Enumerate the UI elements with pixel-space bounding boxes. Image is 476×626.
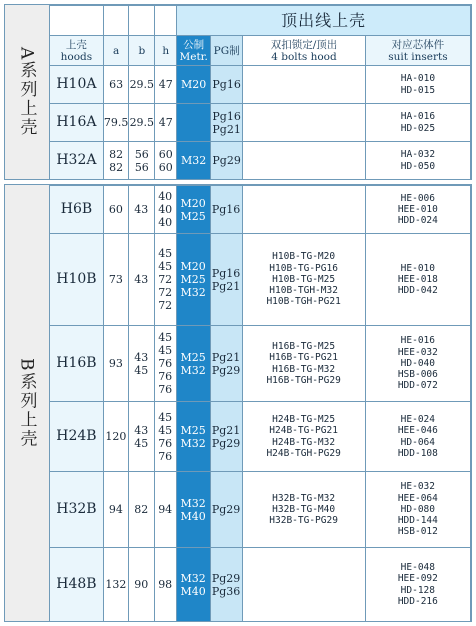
inserts-cell-line: HDD-024 (397, 215, 438, 227)
header-b: b (129, 36, 155, 66)
pg-cell-line: Pg16 (212, 78, 241, 91)
pg-cell (210, 402, 242, 472)
metric-cell-line: M32 (181, 154, 207, 167)
pg-cell-line: Pg29 (211, 571, 241, 585)
dim-h-cell-line: 45 (158, 423, 173, 437)
inserts-cell-line: HSB-006 (397, 369, 438, 381)
inserts-cell-line: HEE-064 (397, 492, 438, 504)
inserts-cell-line: HA-010 (400, 73, 436, 85)
inserts-cell-line: HE-024 (400, 414, 435, 426)
header-blank (155, 6, 177, 36)
model-cell: H48B (50, 548, 104, 622)
inserts-cell-line: HE-048 (400, 562, 435, 574)
pg-cell-line: Pg21 (212, 122, 241, 136)
inserts-cell-line: HDD-216 (397, 595, 438, 607)
dim-h-cell-line: 72 (158, 299, 173, 312)
dim-h-cell-line: 47 (158, 78, 173, 91)
dim-h-cell (154, 326, 176, 402)
dim-a-cell-line: 82 (109, 160, 124, 174)
locking-cell (242, 326, 365, 402)
header-blank (50, 6, 104, 36)
dim-b-cell-line: 29.5 (129, 78, 155, 91)
dim-h-cell-line: 94 (158, 503, 173, 516)
inserts-cell-line: HDD-108 (397, 447, 438, 459)
locking-cell (242, 472, 365, 548)
dim-b-cell-line: 45 (134, 436, 149, 450)
header-locking-en: 4 bolts hood (271, 50, 337, 63)
locking-cell (242, 402, 365, 472)
inserts-cell (365, 66, 470, 104)
header-metric-cn: 公制 (183, 38, 205, 51)
dim-b-cell (128, 326, 154, 402)
metric-cell-line: M40 (180, 584, 206, 598)
locking-cell-line: H16B-TGH-PG29 (266, 374, 341, 386)
inserts-cell-line: HE-032 (400, 481, 435, 493)
metric-cell-line: M32 (180, 436, 206, 450)
table-row (50, 234, 471, 326)
header-hoods (50, 36, 104, 66)
dim-a-cell (103, 234, 128, 326)
table-row (50, 326, 471, 402)
dim-h-cell (155, 66, 177, 104)
page-title: 顶出线上壳 (177, 6, 471, 36)
locking-cell-line: H24B-TG-M25 (272, 414, 336, 426)
model-cell: H10B (50, 234, 104, 326)
table-row (50, 472, 471, 548)
locking-cell-line: H10B-TG-M20 (272, 251, 336, 263)
dim-b-cell (128, 472, 154, 548)
metric-cell-line: M20 (180, 260, 206, 273)
dim-b-cell-line: 43 (134, 350, 149, 364)
dim-b-cell (128, 402, 154, 472)
model-cell: H16B (50, 326, 104, 402)
header-inserts-en: suit inserts (388, 50, 448, 63)
table-row (50, 66, 471, 104)
dim-b-cell-line: 43 (134, 423, 149, 437)
dim-h-cell-line: 72 (158, 273, 173, 286)
metric-cell (176, 402, 210, 472)
inserts-cell-line: HD-064 (400, 436, 435, 448)
dim-a-cell (103, 142, 129, 180)
locking-cell-line: H16B-TG-M32 (272, 363, 336, 375)
table-row (50, 402, 471, 472)
locking-cell-line: H10B-TGH-PG21 (266, 296, 341, 308)
model-cell: H32B (50, 472, 104, 548)
inserts-cell (365, 234, 470, 326)
inserts-cell-line: HEE-046 (397, 425, 438, 437)
inserts-cell-line: HEE-018 (397, 273, 438, 285)
dim-h-cell-line: 60 (158, 160, 173, 174)
a-series-panel (4, 4, 472, 180)
dim-h-cell (154, 402, 176, 472)
inserts-cell-line: HEE-092 (397, 573, 438, 585)
b-series-label: B系列上壳 (16, 357, 37, 449)
table-row (50, 186, 471, 234)
header-blank (103, 6, 129, 36)
header-blank (129, 6, 155, 36)
dim-h-cell-line: 40 (158, 203, 173, 216)
dim-b-cell-line: 56 (134, 160, 149, 174)
dim-h-cell (154, 472, 176, 548)
dim-a-cell (103, 104, 129, 142)
dim-a-cell (103, 548, 128, 622)
inserts-cell (365, 472, 470, 548)
metric-cell-line: M32 (180, 363, 206, 377)
pg-cell-line: Pg36 (211, 584, 241, 598)
inserts-cell-line: HDD-042 (397, 285, 438, 297)
dim-b-cell-line: 90 (134, 578, 149, 591)
dim-a-cell (103, 66, 129, 104)
dim-h-cell-line: 76 (158, 436, 173, 450)
inserts-cell-line: HE-010 (400, 262, 435, 274)
pg-cell (210, 186, 242, 234)
pg-cell (210, 548, 242, 622)
inserts-cell (365, 402, 470, 472)
inserts-cell (365, 142, 470, 180)
locking-cell (243, 104, 366, 142)
metric-cell-line: M32 (180, 286, 206, 299)
dim-a-cell (103, 402, 128, 472)
table-row (50, 548, 471, 622)
dim-h-cell-line: 47 (158, 116, 173, 129)
locking-cell-line: H10B-TG-M25 (272, 273, 336, 285)
inserts-cell-line: HDD-144 (397, 515, 438, 527)
dim-h-cell-line: 45 (158, 247, 173, 260)
header-hoods-en: hoods (60, 50, 93, 63)
dim-b-cell-line: 29.5 (129, 116, 155, 129)
inserts-cell-line: HA-016 (400, 111, 436, 123)
metric-cell (176, 472, 210, 548)
b-series-table (49, 185, 471, 622)
dim-h-cell-line: 40 (158, 216, 173, 229)
dim-h-cell (155, 142, 177, 180)
model-cell: H16A (50, 104, 104, 142)
model-cell: H6B (50, 186, 104, 234)
dim-b-cell-line: 82 (134, 503, 149, 516)
locking-cell-line: H32B-TG-M40 (272, 503, 336, 515)
metric-cell-line: M25 (180, 350, 206, 364)
locking-cell-line: H16B-TG-M25 (272, 341, 336, 353)
inserts-cell-line: HEE-010 (397, 203, 438, 215)
dim-h-cell-line: 76 (158, 383, 173, 396)
dim-h-cell (155, 104, 177, 142)
dim-h-cell-line: 45 (158, 410, 173, 424)
inserts-cell-line: HSB-012 (397, 526, 438, 538)
header-locking-cn: 双扣锁定/顶出 (270, 38, 338, 51)
dim-h-cell-line: 45 (158, 331, 173, 344)
metric-cell-line: M20 (180, 196, 206, 210)
pg-cell-line: Pg29 (211, 436, 241, 450)
inserts-cell (365, 186, 470, 234)
metric-cell-line: M25 (180, 423, 206, 437)
dim-a-cell-line: 79.5 (103, 116, 129, 129)
locking-cell (242, 548, 365, 622)
dim-h-cell-line: 76 (158, 370, 173, 383)
dim-a-cell (103, 326, 128, 402)
inserts-cell-line: HEE-032 (397, 346, 438, 358)
locking-cell-line: H24B-TG-M32 (272, 436, 336, 448)
header-pg: PG制 (211, 36, 243, 66)
dim-b-cell (129, 66, 155, 104)
pg-cell (210, 234, 242, 326)
header-h: h (155, 36, 177, 66)
table-row (50, 104, 471, 142)
dim-h-cell-line: 45 (158, 344, 173, 357)
metric-cell-line: M25 (180, 273, 206, 286)
a-series-rows (50, 66, 471, 180)
metric-cell-line: M25 (180, 209, 206, 223)
header-a: a (103, 36, 129, 66)
pg-cell-line: Pg29 (211, 503, 241, 516)
inserts-cell-line: HD-025 (400, 122, 436, 134)
dim-a-cell-line: 73 (108, 273, 123, 286)
inserts-cell-line: HE-016 (400, 335, 435, 347)
metric-cell (176, 326, 210, 402)
header-metric (177, 36, 211, 66)
dim-b-cell (129, 142, 155, 180)
inserts-cell-line: HA-032 (400, 149, 436, 161)
dim-h-cell-line: 40 (158, 190, 173, 203)
dim-h-cell (154, 234, 176, 326)
inserts-cell-line: HE-006 (400, 192, 435, 204)
metric-cell-line: M20 (181, 78, 207, 91)
metric-cell (177, 66, 211, 104)
metric-cell (176, 234, 210, 326)
dim-a-cell-line: 132 (105, 578, 127, 591)
locking-cell (242, 234, 365, 326)
pg-cell-line: Pg21 (211, 279, 241, 293)
metric-cell (176, 186, 210, 234)
dim-a-cell-line: 63 (109, 78, 124, 91)
inserts-cell-line: HDD-072 (397, 380, 438, 392)
metric-cell (177, 104, 211, 142)
pg-cell (210, 472, 242, 548)
locking-cell (243, 66, 366, 104)
dim-h-cell-line: 60 (158, 147, 173, 161)
dim-h-cell-line: 98 (158, 578, 173, 591)
dim-h-cell (154, 186, 176, 234)
pg-cell (211, 66, 243, 104)
dim-a-cell-line: 94 (108, 503, 123, 516)
pg-cell-line: Pg16 (211, 203, 241, 216)
locking-cell-line: H10B-TGH-M32 (269, 285, 338, 297)
table-row (50, 142, 471, 180)
locking-cell (243, 142, 366, 180)
inserts-cell-line: HD-080 (400, 503, 435, 515)
dim-b-cell-line: 56 (134, 147, 149, 161)
metric-cell-line: M32 (180, 496, 206, 510)
dim-h-cell-line: 76 (158, 449, 173, 463)
model-cell: H24B (50, 402, 104, 472)
header-hoods-cn: 上壳 (65, 38, 87, 51)
dim-a-cell (103, 472, 128, 548)
pg-cell (211, 104, 243, 142)
dim-a-cell-line: 60 (108, 203, 123, 216)
b-series-side-label (5, 185, 50, 621)
metric-cell-line: M32 (180, 571, 206, 585)
inserts-cell-line: HD-050 (400, 160, 436, 172)
model-cell: H10A (50, 66, 104, 104)
inserts-cell (365, 104, 470, 142)
locking-cell-line: H24B-TG-PG21 (269, 425, 338, 437)
locking-cell-line: H24B-TGH-PG29 (266, 447, 341, 459)
header-inserts-cn: 对应芯体件 (391, 38, 445, 51)
a-series-side-label (5, 5, 50, 179)
header-inserts (365, 36, 470, 66)
dim-a-cell (103, 186, 128, 234)
b-series-rows (50, 186, 471, 622)
dim-a-cell-line: 82 (109, 147, 124, 161)
pg-cell (210, 326, 242, 402)
inserts-cell (365, 326, 470, 402)
locking-cell-line: H32B-TG-PG29 (269, 515, 338, 527)
b-series-panel (4, 184, 472, 622)
pg-cell-line: Pg16 (211, 266, 241, 280)
dim-b-cell-line: 43 (134, 203, 149, 216)
dim-b-cell (128, 234, 154, 326)
dim-b-cell (128, 186, 154, 234)
dim-b-cell-line: 43 (134, 273, 149, 286)
dim-a-cell-line: 93 (108, 357, 123, 370)
header-locking (243, 36, 366, 66)
dim-b-cell-line: 45 (134, 363, 149, 377)
dim-a-cell-line: 120 (105, 430, 127, 443)
locking-cell (242, 186, 365, 234)
metric-cell-line: M40 (180, 509, 206, 523)
metric-cell (177, 142, 211, 180)
locking-cell-line: H10B-TG-PG16 (269, 262, 338, 274)
inserts-cell-line: HD-128 (400, 584, 435, 596)
dim-h-cell-line: 72 (158, 286, 173, 299)
dim-h-cell-line: 76 (158, 357, 173, 370)
pg-cell-line: Pg29 (211, 363, 241, 377)
pg-cell-line: Pg16 (212, 109, 241, 123)
pg-cell-line: Pg29 (212, 154, 241, 167)
metric-cell (176, 548, 210, 622)
inserts-cell (365, 548, 470, 622)
model-cell: H32A (50, 142, 104, 180)
inserts-cell-line: HD-015 (400, 84, 436, 96)
header-metric-en: Metr. (179, 50, 208, 63)
dim-b-cell (128, 548, 154, 622)
a-series-label: A系列上壳 (16, 46, 37, 138)
dim-h-cell (154, 548, 176, 622)
dim-b-cell (129, 104, 155, 142)
dim-h-cell-line: 45 (158, 260, 173, 273)
a-series-table (49, 5, 471, 180)
inserts-cell-line: HD-040 (400, 357, 435, 369)
pg-cell-line: Pg21 (211, 423, 241, 437)
locking-cell-line: H16B-TG-PG21 (269, 352, 338, 364)
pg-cell-line: Pg21 (211, 350, 241, 364)
locking-cell-line: H32B-TG-M32 (272, 492, 336, 504)
pg-cell (211, 142, 243, 180)
